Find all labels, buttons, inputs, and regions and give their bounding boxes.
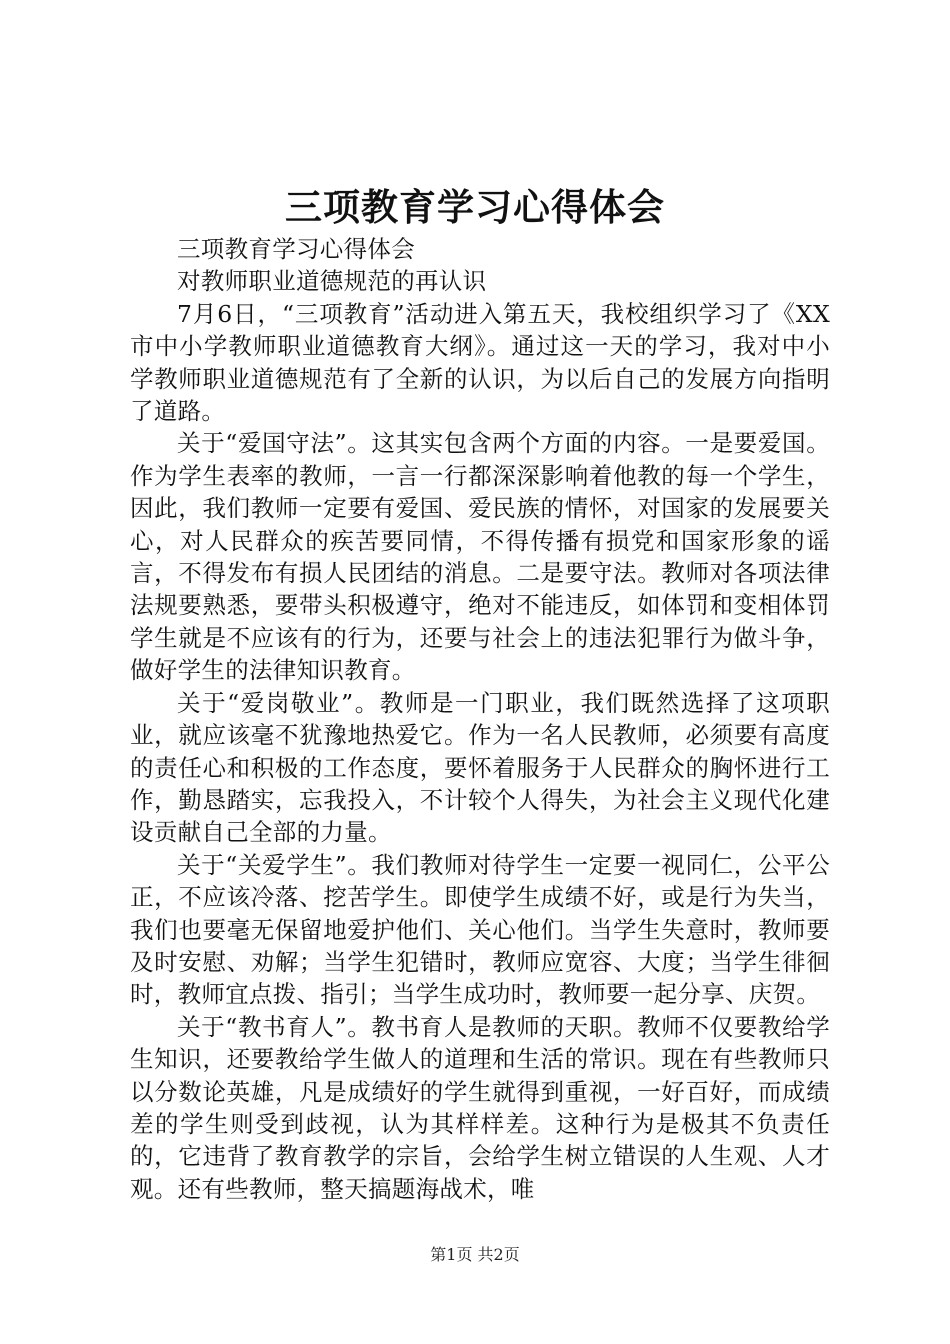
document-body	[130, 233, 830, 1205]
page-footer: 第1页 共2页	[430, 1245, 520, 1264]
paragraph-intro: 7月6日，“三项教育”活动进入第五天，我校组织学习了《XX市中小学教师职业道德教育大纲》。通过这一天的学习，我对中小学教师职业道德规范有了全新的认识，为以后自己的发展方向指明了道路。	[130, 299, 830, 426]
paragraph-teaching-educating: 关于“教书育人”。教书育人是教师的天职。教师不仅要教给学生知识，还要教给学生做人的道理和生活的常识。现在有些教师只以分数论英雄，凡是成绩好的学生就得到重视，一好百好，而成绩差的学生则受到歧视，认为其样样差。这种行为是极其不负责任的，它违背了教育教学的宗旨，会给学生树立错误的人生观、人才观。还有些教师，整天搞题海战术，唯	[130, 1012, 830, 1203]
paragraph-dedication: 关于“爱岗敬业”。教师是一门职业，我们既然选择了这项职业，就应该毫不犹豫地热爱它。作为一名人民教师，必须要有高度的责任心和积极的工作态度，要怀着服务于人民群众的胸怀进行工作，勤恳踏实，忘我投入，不计较个人得失，为社会主义现代化建设贡献自己全部的力量。	[130, 688, 830, 847]
paragraph-subtitle: 三项教育学习心得体会	[177, 235, 415, 263]
paragraph-patriotism-law: 关于“爱国守法”。这其实包含两个方面的内容。一是要爱国。作为学生表率的教师，一言一行都深深影响着他教的每一个学生，因此，我们教师一定要有爱国、爱民族的情怀，对国家的发展要关心，对人民群众的疾苦要同情，不得传播有损党和国家形象的谣言，不得发布有损人民团结的消息。二是要守法。教师对各项法律法规要熟悉，要带头积极遵守，绝对不能违反，如体罚和变相体罚学生就是不应该有的行为，还要与社会上的违法犯罪行为做斗争，做好学生的法律知识教育。	[130, 429, 830, 685]
paragraph-caring-students: 关于“关爱学生”。我们教师对待学生一定要一视同仁，公平公正，不应该冷落、挖苦学生。即使学生成绩不好，或是行为失当，我们也要毫无保留地爱护他们、关心他们。当学生失意时，教师要及时安慰、劝解；当学生犯错时，教师应宽容、大度；当学生徘徊时，教师宜点拨、指引；当学生成功时，教师要一起分享、庆贺。	[130, 850, 830, 1009]
paragraph-subheading: 对教师职业道德规范的再认识	[177, 267, 487, 296]
document-title: 三项教育学习心得体会	[285, 185, 665, 229]
